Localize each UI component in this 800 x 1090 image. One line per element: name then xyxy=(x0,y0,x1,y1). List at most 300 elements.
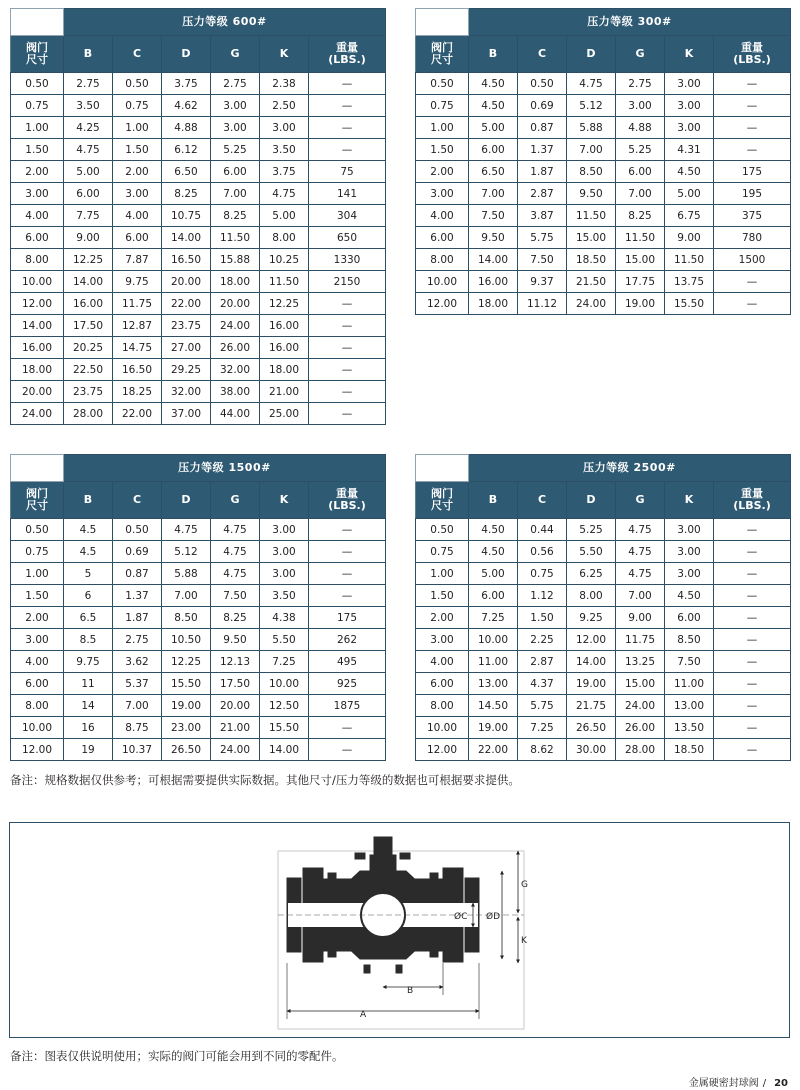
col-header-b-text: B xyxy=(488,493,498,506)
table-cell: 4.00 xyxy=(416,205,469,227)
table-cell: 5.00 xyxy=(469,563,518,585)
table-cell: 11.75 xyxy=(113,293,162,315)
col-header-k xyxy=(665,36,714,73)
table-cell: 0.50 xyxy=(11,519,64,541)
table-cell: 3.00 xyxy=(665,541,714,563)
table-cell: 7.87 xyxy=(113,249,162,271)
table-cell: 30.00 xyxy=(567,739,616,761)
col-header-b xyxy=(469,36,518,73)
table-cell: 3.00 xyxy=(11,183,64,205)
table-cell: 14.00 xyxy=(11,315,64,337)
table-cell: 4.75 xyxy=(64,139,113,161)
table-cell: 7.25 xyxy=(260,651,309,673)
table-cell: — xyxy=(714,73,791,95)
table-cell: 5.00 xyxy=(665,183,714,205)
table-cell: 4.75 xyxy=(616,519,665,541)
table-cell: 21.00 xyxy=(211,717,260,739)
table-cell: — xyxy=(309,117,386,139)
col-header-b-text: B xyxy=(83,47,93,60)
pressure-class-table xyxy=(10,454,386,761)
table-cell: 28.00 xyxy=(616,739,665,761)
table-cell: 9.50 xyxy=(211,629,260,651)
table-cell: 3.00 xyxy=(665,519,714,541)
table-cell: — xyxy=(309,73,386,95)
table-cell: 3.00 xyxy=(211,117,260,139)
table-cell: 29.25 xyxy=(162,359,211,381)
table-cell: — xyxy=(714,673,791,695)
table-cell: 8.25 xyxy=(616,205,665,227)
col-header-b xyxy=(64,36,113,73)
table-row xyxy=(11,337,386,359)
table-cell: — xyxy=(714,607,791,629)
table-cell: 4.00 xyxy=(416,651,469,673)
table-cell: 24.00 xyxy=(211,739,260,761)
table-row xyxy=(11,183,386,205)
table-cell: 18.50 xyxy=(665,739,714,761)
col-header-valve-size-text: 尺寸 xyxy=(431,53,453,66)
table-cell: 1.00 xyxy=(11,117,64,139)
table-cell: 4.5 xyxy=(64,519,113,541)
table-cell: 10.25 xyxy=(260,249,309,271)
col-header-k-text: K xyxy=(279,47,289,60)
valve-dimension-diagram xyxy=(10,823,791,1039)
table-cell: 44.00 xyxy=(211,403,260,425)
table-cell: 18.00 xyxy=(469,293,518,315)
table-cell: 13.00 xyxy=(665,695,714,717)
col-header-d xyxy=(567,36,616,73)
table-cell: 4.50 xyxy=(469,541,518,563)
table-cell: 10.75 xyxy=(162,205,211,227)
table-cell: 10.00 xyxy=(416,717,469,739)
col-header-d-text: D xyxy=(586,493,596,506)
table-cell: 14.00 xyxy=(162,227,211,249)
table-cell: 3.00 xyxy=(665,95,714,117)
table-cell: 175 xyxy=(309,607,386,629)
col-header-k xyxy=(260,36,309,73)
table-cell: 13.50 xyxy=(665,717,714,739)
table-cell: 20.00 xyxy=(211,695,260,717)
table-cell: 10.00 xyxy=(11,271,64,293)
table-cell: 16.50 xyxy=(162,249,211,271)
table-cell: 23.75 xyxy=(162,315,211,337)
table-cell: 18.00 xyxy=(11,359,64,381)
col-header-valve-size-text: 阀门 xyxy=(26,41,48,54)
col-header-c-text: C xyxy=(537,493,547,506)
col-header-b xyxy=(469,482,518,519)
dim-label-b: B xyxy=(407,986,414,996)
table-cell: 4.50 xyxy=(469,519,518,541)
table-cell: 9.75 xyxy=(64,651,113,673)
table-cell: 4.50 xyxy=(665,585,714,607)
table-cell: 6.00 xyxy=(11,673,64,695)
table-cell: 12.50 xyxy=(260,695,309,717)
col-header-b-text: B xyxy=(83,493,93,506)
table-cell: — xyxy=(309,95,386,117)
dim-label-c: ØC xyxy=(454,912,468,922)
table-cell: 5.25 xyxy=(616,139,665,161)
footer-separator: / xyxy=(762,1078,767,1089)
table-cell: 12.25 xyxy=(260,293,309,315)
col-header-c-text: C xyxy=(132,47,142,60)
table-cell: — xyxy=(309,315,386,337)
table-cell: 24.00 xyxy=(211,315,260,337)
table-cell: 0.75 xyxy=(11,541,64,563)
table-cell: 5.25 xyxy=(567,519,616,541)
table-cell: 4.37 xyxy=(518,673,567,695)
table-cell: 4.88 xyxy=(616,117,665,139)
table-cell: 14.00 xyxy=(260,739,309,761)
table-cell: 6.75 xyxy=(665,205,714,227)
table-cell: 10.00 xyxy=(11,717,64,739)
table-cell: 22.00 xyxy=(162,293,211,315)
table-cell: 11.50 xyxy=(567,205,616,227)
table-cell: 27.00 xyxy=(162,337,211,359)
table-cell: 12.13 xyxy=(211,651,260,673)
table-row xyxy=(416,629,791,651)
table-cell: 12.00 xyxy=(567,629,616,651)
table-row xyxy=(11,739,386,761)
table-cell: 4.75 xyxy=(162,519,211,541)
table-cell: 3.00 xyxy=(616,95,665,117)
table-cell: 7.00 xyxy=(616,183,665,205)
table-cell: 4.75 xyxy=(260,183,309,205)
col-header-b-text: B xyxy=(488,47,498,60)
table-cell: 6.25 xyxy=(567,563,616,585)
table-cell: 11.75 xyxy=(616,629,665,651)
table-cell: 26.00 xyxy=(211,337,260,359)
table-cell: 9.50 xyxy=(469,227,518,249)
table-row xyxy=(11,541,386,563)
col-header-weight xyxy=(309,36,386,73)
table-cell: 8.5 xyxy=(64,629,113,651)
table-cell: 28.00 xyxy=(64,403,113,425)
table-cell: — xyxy=(714,519,791,541)
table-cell: 6.50 xyxy=(162,161,211,183)
table-row xyxy=(416,739,791,761)
col-header-valve-size-text: 阀门 xyxy=(431,487,453,500)
table-cell: 3.00 xyxy=(260,563,309,585)
table-cell: — xyxy=(309,403,386,425)
table-cell: — xyxy=(714,139,791,161)
pressure-class-title: 压力等级 2500# xyxy=(469,455,791,482)
table-row xyxy=(11,161,386,183)
table-cell: — xyxy=(309,519,386,541)
table-cell: 16.00 xyxy=(11,337,64,359)
table-cell: 375 xyxy=(714,205,791,227)
col-header-valve-size-text: 阀门 xyxy=(431,41,453,54)
table-row xyxy=(11,95,386,117)
table-cell: 15.50 xyxy=(162,673,211,695)
table-cell: 12.00 xyxy=(416,293,469,315)
table-cell: 3.62 xyxy=(113,651,162,673)
table-cell: — xyxy=(309,739,386,761)
table-cell: 6.00 xyxy=(11,227,64,249)
table-cell: 24.00 xyxy=(11,403,64,425)
col-header-d xyxy=(162,482,211,519)
table-cell: 12.00 xyxy=(416,739,469,761)
table-cell: — xyxy=(714,629,791,651)
col-header-c-text: C xyxy=(537,47,547,60)
table-cell: — xyxy=(714,117,791,139)
table-cell: 2.87 xyxy=(518,183,567,205)
table-cell: 14.75 xyxy=(113,337,162,359)
table-cell: 6.12 xyxy=(162,139,211,161)
col-header-c xyxy=(113,36,162,73)
table-cell: 17.75 xyxy=(616,271,665,293)
table-cell: 19.00 xyxy=(616,293,665,315)
table-row xyxy=(11,673,386,695)
table-cell: 11.50 xyxy=(616,227,665,249)
col-header-k-text: K xyxy=(279,493,289,506)
table-cell: 7.75 xyxy=(64,205,113,227)
table-cell: — xyxy=(714,563,791,585)
table-cell: 2.75 xyxy=(616,73,665,95)
table-cell: 1875 xyxy=(309,695,386,717)
table-row xyxy=(416,183,791,205)
table-cell: 1.12 xyxy=(518,585,567,607)
table-cell: — xyxy=(309,359,386,381)
table-cell: 4.38 xyxy=(260,607,309,629)
table-cell: 3.00 xyxy=(416,183,469,205)
table-cell: 0.87 xyxy=(518,117,567,139)
table-cell: 21.75 xyxy=(567,695,616,717)
col-header-k-text: K xyxy=(684,493,694,506)
table-cell: 3.00 xyxy=(665,117,714,139)
table-cell: 7.50 xyxy=(211,585,260,607)
table-cell: 7.50 xyxy=(469,205,518,227)
table-cell: — xyxy=(309,563,386,585)
table-cell: 11.00 xyxy=(469,651,518,673)
table-cell: 0.75 xyxy=(113,95,162,117)
table-row xyxy=(11,73,386,95)
table-cell: 3.00 xyxy=(665,73,714,95)
table-cell: 4.62 xyxy=(162,95,211,117)
table-cell: 1.00 xyxy=(416,563,469,585)
table-cell: 18.25 xyxy=(113,381,162,403)
table-cell: — xyxy=(309,717,386,739)
table-cell: 1.00 xyxy=(416,117,469,139)
col-header-c-text: C xyxy=(132,493,142,506)
table-cell: 23.00 xyxy=(162,717,211,739)
table-cell: 5.75 xyxy=(518,227,567,249)
table-row xyxy=(416,271,791,293)
table-cell: 22.50 xyxy=(64,359,113,381)
table-cell: 12.00 xyxy=(11,739,64,761)
col-header-c xyxy=(518,36,567,73)
table-cell: 2.00 xyxy=(11,607,64,629)
table-cell: 8.25 xyxy=(211,607,260,629)
table-cell: 4.75 xyxy=(616,541,665,563)
table-cell: — xyxy=(714,651,791,673)
col-header-weight xyxy=(714,36,791,73)
table-cell: 8.62 xyxy=(518,739,567,761)
table-cell: 7.50 xyxy=(518,249,567,271)
col-header-g-text: G xyxy=(635,47,645,60)
table-cell: 15.50 xyxy=(665,293,714,315)
table-cell: 0.69 xyxy=(518,95,567,117)
table-row xyxy=(416,717,791,739)
table-cell: 19 xyxy=(64,739,113,761)
table-row xyxy=(416,205,791,227)
table-cell: 26.00 xyxy=(616,717,665,739)
table-cell: 5.12 xyxy=(162,541,211,563)
table-cell: 1330 xyxy=(309,249,386,271)
table-cell: 141 xyxy=(309,183,386,205)
table-row xyxy=(11,293,386,315)
table-row xyxy=(416,673,791,695)
dim-label-a: A xyxy=(360,1010,367,1020)
table-cell: 5.00 xyxy=(469,117,518,139)
table-cell: 14.00 xyxy=(567,651,616,673)
table-row xyxy=(416,139,791,161)
table-row xyxy=(416,293,791,315)
col-header-k-text: K xyxy=(684,47,694,60)
table-row xyxy=(416,607,791,629)
table-cell: 8.50 xyxy=(162,607,211,629)
table-cell: 16.00 xyxy=(469,271,518,293)
table-row xyxy=(416,541,791,563)
col-header-valve-size-text: 尺寸 xyxy=(26,53,48,66)
table-cell: 4.00 xyxy=(113,205,162,227)
table-cell: 19.00 xyxy=(162,695,211,717)
table-row xyxy=(11,315,386,337)
table-cell: 15.00 xyxy=(567,227,616,249)
table-cell: 0.56 xyxy=(518,541,567,563)
dim-label-g: G xyxy=(521,880,528,890)
table-cell: — xyxy=(714,293,791,315)
table-cell: 8.00 xyxy=(11,249,64,271)
col-header-g xyxy=(211,482,260,519)
table-row xyxy=(416,695,791,717)
table-cell: 24.00 xyxy=(567,293,616,315)
table-cell: 1.87 xyxy=(518,161,567,183)
table-cell: 20.00 xyxy=(162,271,211,293)
table-cell: 8.00 xyxy=(11,695,64,717)
table-cell: 22.00 xyxy=(113,403,162,425)
col-header-weight-text: 重量 xyxy=(336,487,358,500)
valve-diagram-panel xyxy=(9,822,790,1038)
col-header-weight-text: (LBS.) xyxy=(328,499,366,512)
table-cell: 9.00 xyxy=(64,227,113,249)
table-cell: — xyxy=(714,271,791,293)
table-cell: 19.00 xyxy=(567,673,616,695)
table-cell: 1.37 xyxy=(518,139,567,161)
table-cell: 8.00 xyxy=(567,585,616,607)
table-cell: 6.00 xyxy=(113,227,162,249)
table-cell: 2.87 xyxy=(518,651,567,673)
table-cell: 14.00 xyxy=(469,249,518,271)
table-cell: 5.00 xyxy=(260,205,309,227)
table-row xyxy=(416,249,791,271)
col-header-d xyxy=(567,482,616,519)
table-cell: 1.00 xyxy=(11,563,64,585)
table-cell: — xyxy=(309,381,386,403)
col-header-g xyxy=(616,482,665,519)
table-cell: 11.12 xyxy=(518,293,567,315)
table-row xyxy=(11,585,386,607)
table-cell: 3.87 xyxy=(518,205,567,227)
table-cell: 11.50 xyxy=(211,227,260,249)
table-cell: 175 xyxy=(714,161,791,183)
col-header-d-text: D xyxy=(586,47,596,60)
table-cell: 1.00 xyxy=(113,117,162,139)
table-cell: 0.75 xyxy=(11,95,64,117)
col-header-valve-size-text: 尺寸 xyxy=(26,499,48,512)
pressure-class-table xyxy=(10,8,386,425)
table-cell: — xyxy=(714,739,791,761)
table-row xyxy=(416,585,791,607)
table-cell: 3.00 xyxy=(11,629,64,651)
table-cell: 2.00 xyxy=(113,161,162,183)
table-cell: 2.75 xyxy=(211,73,260,95)
table-cell: — xyxy=(714,95,791,117)
table-cell: 650 xyxy=(309,227,386,249)
table-cell: 4.50 xyxy=(469,95,518,117)
table-cell: 6 xyxy=(64,585,113,607)
table-cell: 0.50 xyxy=(11,73,64,95)
table-row xyxy=(11,381,386,403)
table-cell: 10.00 xyxy=(469,629,518,651)
table-cell: 8.25 xyxy=(162,183,211,205)
table-row xyxy=(416,161,791,183)
table-cell: 24.00 xyxy=(616,695,665,717)
table-cell: 4.75 xyxy=(616,563,665,585)
table-cell: 15.00 xyxy=(616,673,665,695)
table-cell: 7.00 xyxy=(211,183,260,205)
table-cell: 1.50 xyxy=(416,585,469,607)
table-cell: 8.25 xyxy=(211,205,260,227)
table-cell: 1.50 xyxy=(113,139,162,161)
table-cell: — xyxy=(309,139,386,161)
table-cell: 1500 xyxy=(714,249,791,271)
table-cell: 0.87 xyxy=(113,563,162,585)
table-cell: 18.00 xyxy=(211,271,260,293)
dim-label-d: ØD xyxy=(486,912,501,922)
table-cell: 12.25 xyxy=(162,651,211,673)
table-cell: 262 xyxy=(309,629,386,651)
col-header-g-text: G xyxy=(635,493,645,506)
table-cell: 17.50 xyxy=(211,673,260,695)
col-header-g xyxy=(616,36,665,73)
table-cell: 1.87 xyxy=(113,607,162,629)
table-cell: 15.50 xyxy=(260,717,309,739)
table-cell: 3.00 xyxy=(665,563,714,585)
col-header-valve-size xyxy=(416,36,469,73)
table-cell: 8.00 xyxy=(416,695,469,717)
table-cell: 1.50 xyxy=(416,139,469,161)
table-cell: — xyxy=(309,293,386,315)
table-row xyxy=(416,563,791,585)
table-cell: 9.25 xyxy=(567,607,616,629)
table-cell: 3.50 xyxy=(260,139,309,161)
table-cell: 4.75 xyxy=(211,541,260,563)
pressure-class-table xyxy=(415,454,791,761)
table-cell: 3.50 xyxy=(260,585,309,607)
table-cell: 32.00 xyxy=(211,359,260,381)
table-cell: 9.50 xyxy=(567,183,616,205)
col-header-valve-size xyxy=(11,36,64,73)
table-cell: 5.50 xyxy=(567,541,616,563)
table-cell: 195 xyxy=(714,183,791,205)
table-cell: 4.5 xyxy=(64,541,113,563)
col-header-b xyxy=(64,482,113,519)
table-cell: 18.50 xyxy=(567,249,616,271)
table-cell: — xyxy=(309,541,386,563)
table-row xyxy=(11,695,386,717)
col-header-g xyxy=(211,36,260,73)
page-footer xyxy=(689,1074,788,1089)
table-cell: 0.75 xyxy=(416,541,469,563)
